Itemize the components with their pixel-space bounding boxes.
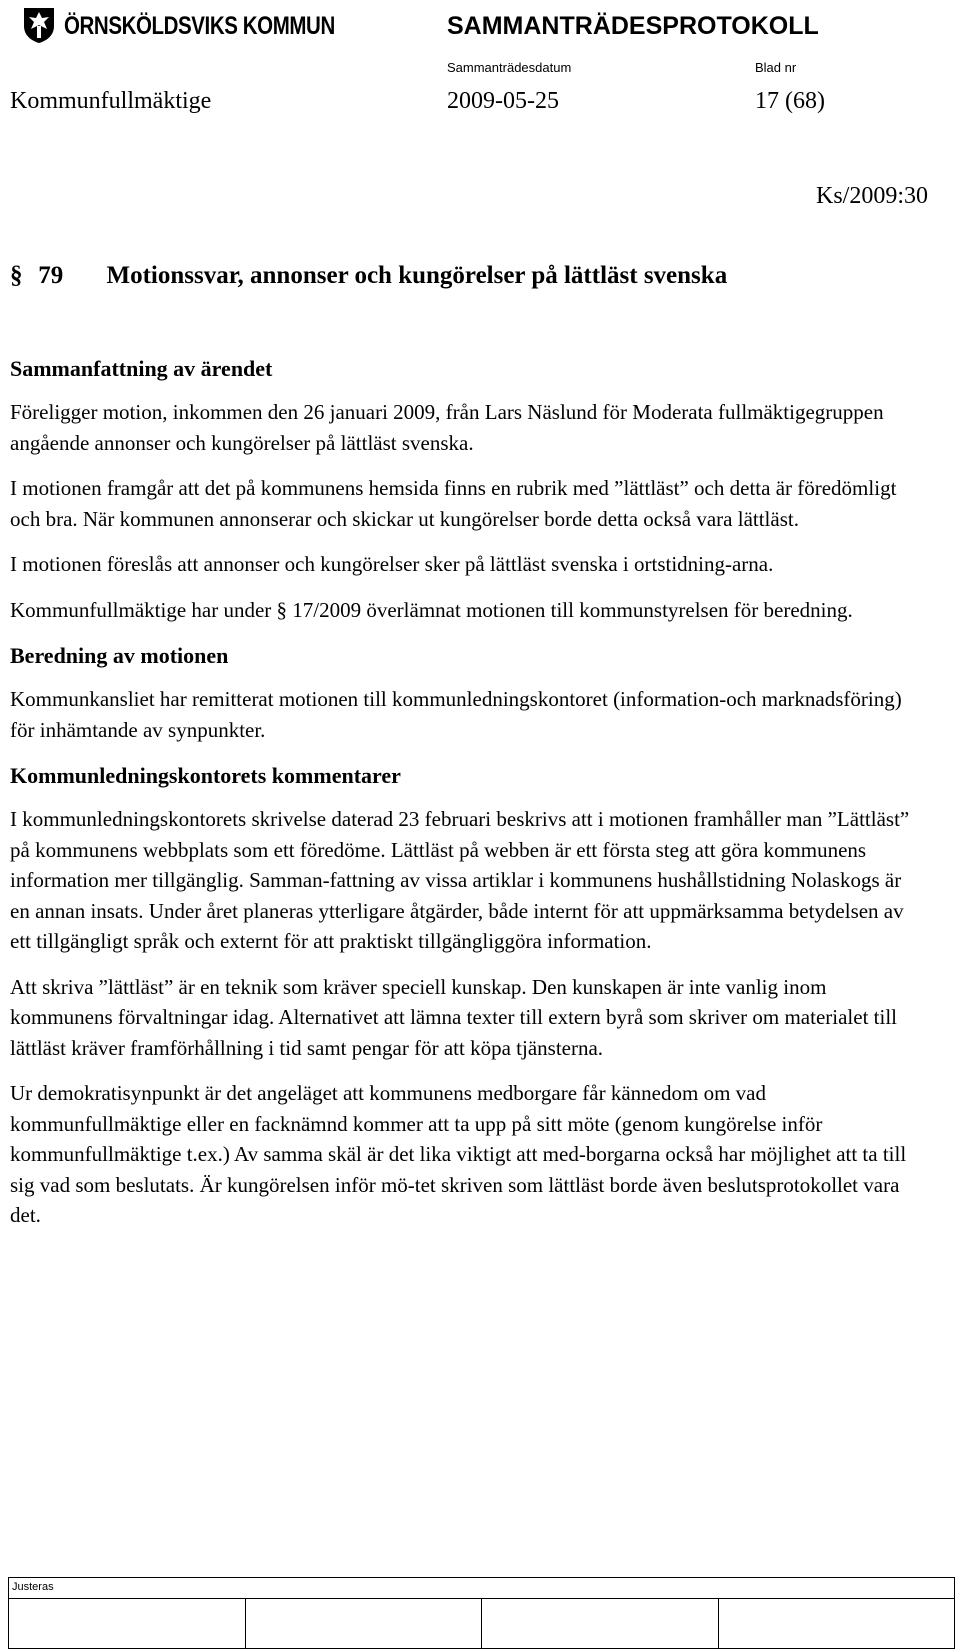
paragraph: Kommunfullmäktige har under § 17/2009 överlämnat motionen till kommunstyrelsen för beredning. [10,597,853,622]
signature-label: Justeras [12,1581,54,1593]
page-label: Blad nr [755,60,797,75]
body-name: Kommunfullmäktige [10,88,212,114]
municipality-crest-icon [22,6,56,44]
signature-box [8,1577,955,1649]
signature-cell [246,1599,483,1648]
section-heading: Beredning av motionen [10,643,229,668]
case-number: Ks/2009:30 [815,183,928,209]
item-title: Motionssvar, annonser och kungörelser på lättläst svenska [106,262,728,289]
section-heading: Kommunledningskontorets kommentarer [10,763,401,788]
meeting-date: 2009-05-25 [447,88,559,114]
paragraph: I motionen föreslås att annonser och kungörelser sker på lättläst svenska i ortstidning-arna. [10,552,774,576]
section-heading: Sammanfattning av ärendet [10,356,273,381]
organization-name: ÖRNSKÖLDSVIKS KOMMUN [64,12,335,40]
signature-cells [9,1598,954,1648]
item-number: 79 [38,262,64,289]
signature-cell [719,1599,955,1648]
date-label: Sammanträdesdatum [447,60,572,75]
document-type: SAMMANTRÄDESPROTOKOLL [447,12,819,40]
document-body [10,353,925,1246]
paragraph: Föreligger motion, inkommen den 26 januari 2009, från Lars Näslund för Moderata fullmäktigegruppen angående annonser och kungörelser på lättläst svenska. [10,400,884,455]
signature-cell [482,1599,719,1648]
item-title-row [10,262,727,290]
paragraph: I motionen framgår att det på kommunens hemsida finns en rubrik med ”lättläst” och detta är föredömligt och bra. När kommunen annonserar och skickar ut kungörelser borde detta också vara lättläst. [10,476,897,531]
paragraph: Kommunkansliet har remitterat motionen till kommunledningskontoret (information-och marknadsföring) för inhämtande av synpunkter. [10,687,902,742]
signature-cell [9,1599,246,1648]
paragraph: Att skriva ”lättläst” är en teknik som kräver speciell kunskap. Den kunskapen är inte vanlig inom kommunens förvaltningar idag. Alternativet att lämna texter till extern byrå som skriver om materialet till lättläst kräver framförhållning i tid samt pengar för att köpa tjänsterna. [10,974,897,1060]
paragraph: I kommunledningskontorets skrivelse daterad 23 februari beskrivs att i motionen framhåller man ”Lättläst” på kommunens webbplats som ett föredöme. Lättläst på webben är ett första steg att göra kommunens information mer tillgänglig. Samman-fattning av vissa artiklar i kommunens hushållstidning Nolaskogs är en annan insats. Under året planeras ytterligare åtgärder, både internt för att uppmärksamma betydelsen av ett tillgängligt språk och externt för att praktiskt tillgängliggöra information. [10,807,910,953]
section-sign: § [10,262,23,289]
paragraph: Ur demokratisynpunkt är det angeläget att kommunens medborgare får kännedom om vad kommunfullmäktige eller en facknämnd kommer att ta upp på sitt möte (genom kungörelse inför kommunfullmäktige t.ex.) Av samma skäl är det lika viktigt att med-borgarna också har möjlighet att ta till sig vad som beslutats. Är kungörelsen inför mö-tet skriven som lättläst borde även beslutsprotokollet vara det. [10,1081,907,1227]
page-number: 17 (68) [755,88,825,114]
